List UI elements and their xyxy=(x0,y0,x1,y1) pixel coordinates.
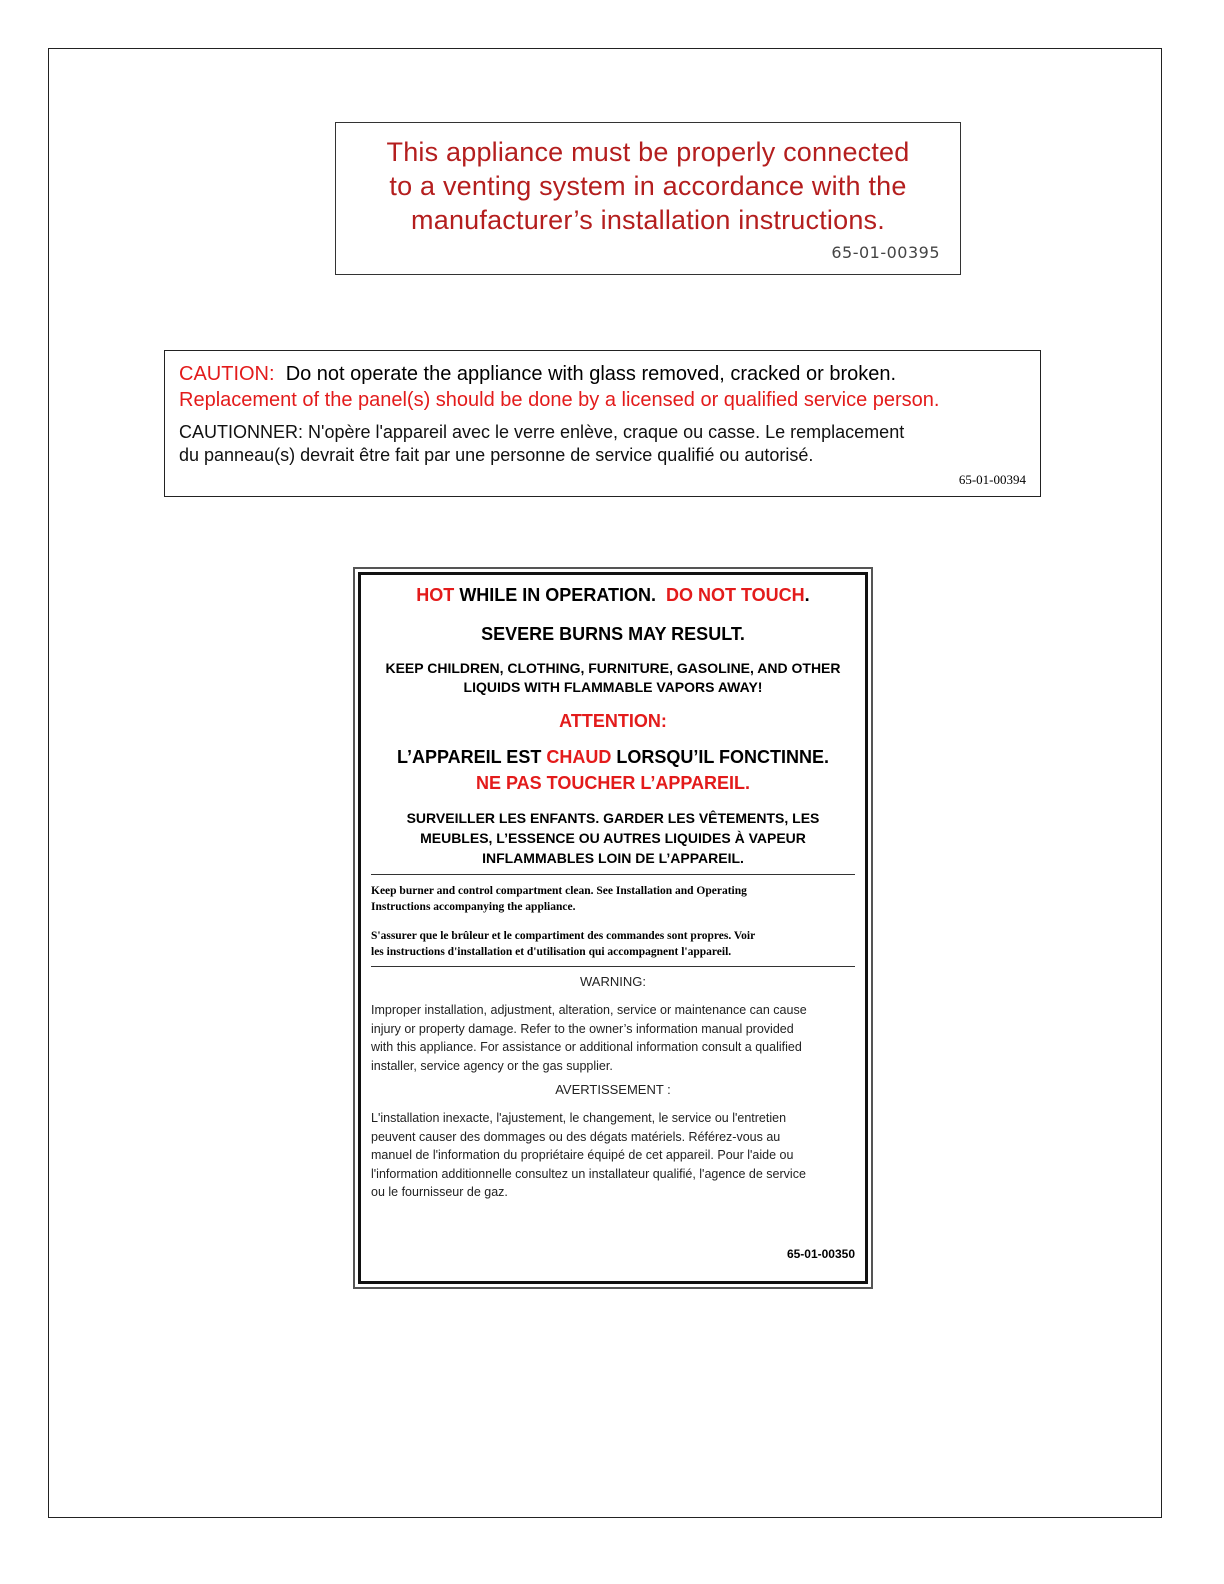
fr-chaud: CHAUD xyxy=(546,747,612,767)
avertissement-heading: AVERTISSEMENT : xyxy=(555,1082,671,1097)
avertissement-paragraph xyxy=(371,1109,855,1202)
avert-line-5: ou le fournisseur de gaz. xyxy=(371,1185,508,1199)
hot-headline xyxy=(371,585,855,606)
venting-label-code: 65-01-00395 xyxy=(831,243,940,262)
surveiller xyxy=(371,808,855,868)
keep-away xyxy=(371,659,855,697)
french-line-1: CAUTIONNER: N'opère l'appareil avec le verre enlève, craque ou casse. Le remplacement xyxy=(179,422,905,442)
caution-word: CAUTION: xyxy=(179,363,275,385)
glass-caution-label xyxy=(164,350,1041,497)
surveiller-line-1: SURVEILLER LES ENFANTS. GARDER LES VÊTEMENTS, LES xyxy=(406,810,820,826)
venting-line-3: manufacturer’s installation instructions. xyxy=(411,205,885,235)
sassurer-line-2: les instructions d'installation et d'utilisation qui accompagnent l'appareil. xyxy=(371,946,732,958)
sassurer xyxy=(371,928,855,960)
keep-burner-line-2: Instructions accompanying the appliance. xyxy=(371,901,576,913)
caution-english xyxy=(179,361,1026,413)
warning-heading: WARNING: xyxy=(580,974,646,989)
hot-rest: WHILE IN OPERATION. xyxy=(459,585,656,605)
surveiller-line-2: MEUBLES, L’ESSENCE OU AUTRES LIQUIDES À VAPEUR xyxy=(420,830,806,846)
hot-word: HOT xyxy=(416,585,455,605)
hot-period: . xyxy=(804,585,810,605)
venting-line-1: This appliance must be properly connected xyxy=(386,137,910,167)
surveiller-line-3: INFLAMMABLES LOIN DE L’APPAREIL. xyxy=(482,850,744,866)
warning-line-2: injury or property damage. Refer to the owner’s information manual provided xyxy=(371,1021,794,1036)
venting-line-2: to a venting system in accordance with the xyxy=(389,171,907,201)
sassurer-line-1: S'assurer que le brûleur et le compartiment des commandes sont propres. Voir xyxy=(371,930,756,942)
avert-line-3: manuel de l'information du propriétaire équipé de cet appareil. Pour l'aide ou xyxy=(371,1148,794,1162)
fr-ne-pas-toucher: NE PAS TOUCHER L’APPAREIL. xyxy=(475,773,751,793)
warning-line-1: Improper installation, adjustment, alteration, service or maintenance can cause xyxy=(371,1003,807,1017)
glass-label-code: 65-01-00394 xyxy=(958,472,1026,487)
do-not-touch: DO NOT TOUCH xyxy=(666,585,805,605)
venting-label xyxy=(335,122,961,275)
venting-message xyxy=(336,135,960,237)
keep-away-line-1: KEEP CHILDREN, CLOTHING, FURNITURE, GASOLINE, AND OTHER xyxy=(385,660,841,676)
french-hot-headline xyxy=(371,744,855,796)
hot-label-code: 65-01-00350 xyxy=(786,1247,855,1261)
warning-paragraph xyxy=(371,1001,855,1075)
attention-heading: ATTENTION: xyxy=(559,711,667,731)
warning-line-4: installer, service agency or the gas supplier. xyxy=(371,1058,613,1073)
caution-text: Do not operate the appliance with glass removed, cracked or broken. xyxy=(285,363,897,385)
keep-burner-clean xyxy=(371,883,855,915)
warning-line-3: with this appliance. For assistance or additional information consult a qualified xyxy=(371,1040,802,1054)
severe-burns: SEVERE BURNS MAY RESULT. xyxy=(481,624,745,644)
keep-burner-line-1: Keep burner and control compartment clean. See Installation and Operating xyxy=(371,885,747,897)
avert-line-1: L'installation inexacte, l'ajustement, le changement, le service ou l'entretien xyxy=(371,1111,787,1125)
french-line-2: du panneau(s) devrait être fait par une personne de service qualifié ou autorisé. xyxy=(179,445,814,465)
hot-warning-label xyxy=(353,567,873,1289)
replacement-text: Replacement of the panel(s) should be done by a licensed or qualified service person. xyxy=(179,389,940,411)
caution-french xyxy=(179,421,1026,467)
divider-1 xyxy=(371,874,855,875)
avert-line-4: l'information additionnelle consultez un installateur qualifié, l'agence de service xyxy=(371,1166,806,1181)
fr-est: L’APPAREIL EST xyxy=(396,747,542,767)
divider-2 xyxy=(371,966,855,967)
avert-line-2: peuvent causer des dommages ou des dégats matériels. Référez-vous au xyxy=(371,1129,781,1144)
keep-away-line-2: LIQUIDS WITH FLAMMABLE VAPORS AWAY! xyxy=(463,679,763,695)
hot-warning-inner xyxy=(358,572,868,1284)
fr-lorsque: LORSQU’IL FONCTINNE. xyxy=(616,747,830,767)
